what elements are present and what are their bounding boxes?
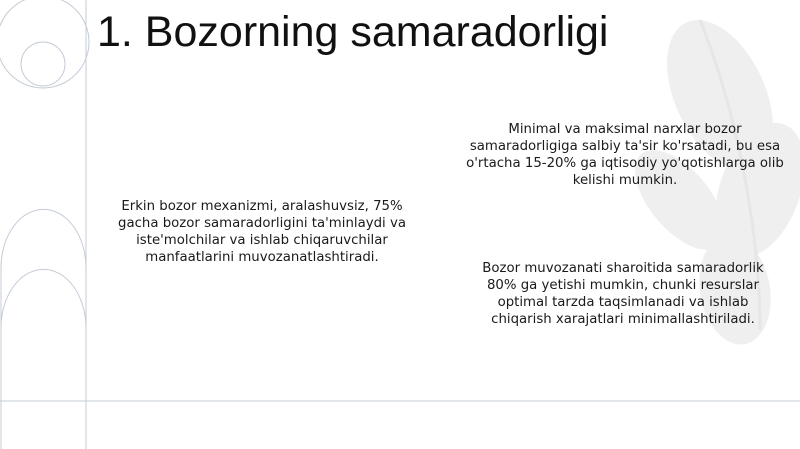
text-block-price-controls: Minimal va maksimal narxlar bozor samaradorligiga salbiy ta'sir ko'rsatadi, bu esa o'rtacha 15-20% ga iqtisodiy yo'qotishlarga olib kelishi mumkin. [466, 122, 784, 188]
text-block-market-equilibrium: Bozor muvozanati sharoitida samaradorlik 80% ga yetishi mumkin, chunki resurslar optimal tarzda taqsimlanadi va ishlab chiqarish xarajatlari minimallashtiriladi. [482, 261, 764, 327]
text-block-free-market: Erkin bozor mexanizmi, aralashuvsiz, 75% gacha bozor samaradorligini ta'minlaydi va iste'molchilar va ishlab chiqaruvchilar manfaatlarini muvozanatlashtiradi. [118, 199, 406, 265]
slide-title: 1. Bozorning samaradorligi [97, 8, 609, 56]
